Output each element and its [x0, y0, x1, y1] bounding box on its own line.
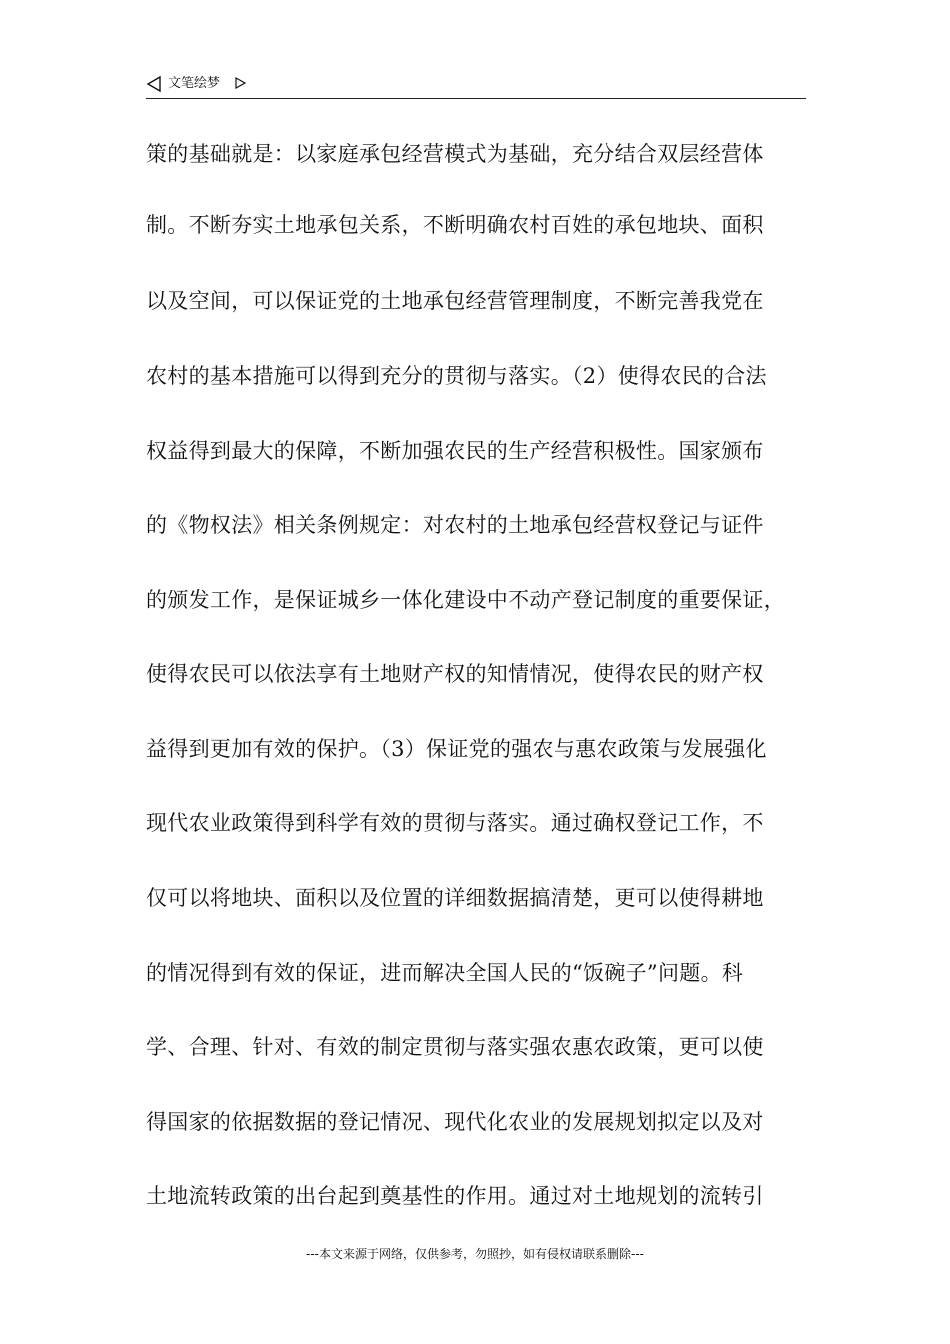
page-footer: ---本文来源于网络，仅供参考，勿照抄，如有侵权请联系删除--- — [306, 1247, 644, 1261]
text-line: 得国家的依据数据的登记情况、现代化农业的发展规划拟定以及对 — [146, 1110, 764, 1134]
text-line: 制。不断夯实土地承包关系，不断明确农村百姓的承包地块、面积 — [146, 213, 764, 237]
text-line: 益得到更加有效的保护。（3）保证党的强农与惠农政策与发展强化 — [146, 737, 767, 761]
text-line: 以及空间，可以保证党的土地承包经营管理制度，不断完善我党在 — [146, 289, 764, 313]
text-line: 的情况得到有效的保证，进而解决全国人民的“饭碗子”问题。科 — [146, 961, 744, 985]
text-line: 仅可以将地块、面积以及位置的详细数据搞清楚，更可以使得耕地 — [146, 886, 764, 910]
text-line: 农村的基本措施可以得到充分的贯彻与落实。（2）使得农民的合法 — [146, 364, 767, 388]
text-line: 的《物权法》相关条例规定：对农村的土地承包经营权登记与证件 — [146, 513, 764, 537]
right-triangle-icon — [234, 77, 246, 89]
text-line: 现代农业政策得到科学有效的贯彻与落实。通过确权登记工作，不 — [146, 811, 764, 835]
text-line: 土地流转政策的出台起到奠基性的作用。通过对土地规划的流转引 — [146, 1184, 764, 1208]
text-line: 权益得到最大的保障，不断加强农民的生产经营积极性。国家颁布 — [146, 439, 764, 463]
left-triangle-icon — [146, 76, 162, 92]
text-line: 的颁发工作，是保证城乡一体化建设中不动产登记制度的重要保证， — [146, 588, 785, 612]
text-line: 学、合理、针对、有效的制定贯彻与落实强农惠农政策，更可以使 — [146, 1035, 764, 1059]
text-line: 使得农民可以依法享有土地财产权的知情情况，使得农民的财产权 — [146, 662, 764, 686]
page-header — [146, 74, 806, 99]
text-line: 策的基础就是：以家庭承包经营模式为基础，充分结合双层经营体 — [146, 142, 764, 166]
header-title: 文笔绘梦 — [168, 76, 221, 91]
